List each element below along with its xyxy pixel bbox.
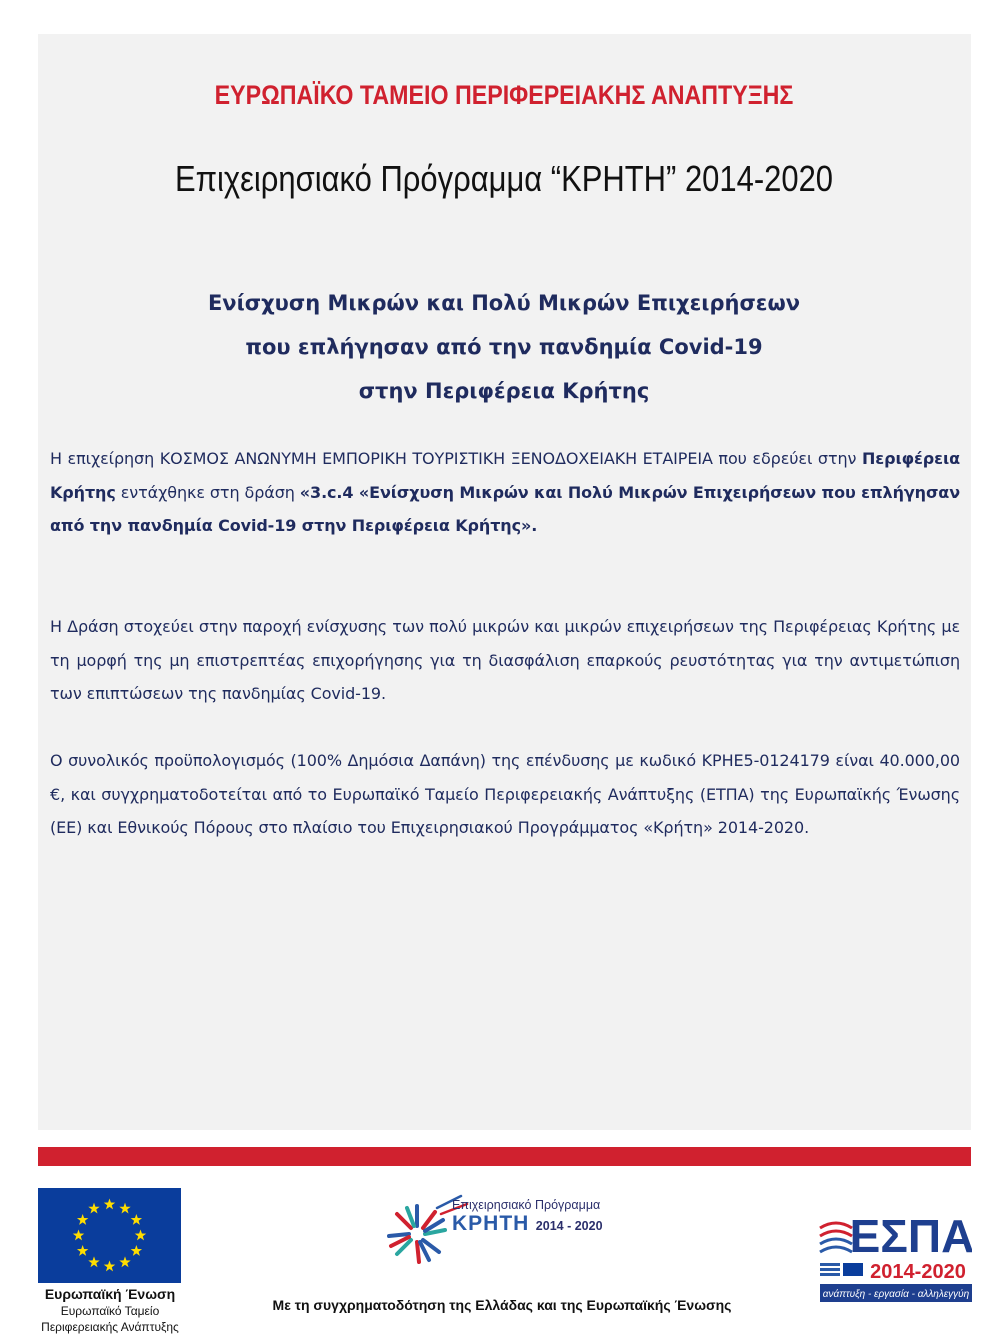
red-divider	[38, 1147, 971, 1166]
eu-fund-line-2: Περιφερειακής Ανάπτυξης	[41, 1320, 179, 1334]
eu-label	[30, 1285, 190, 1335]
crete-name: ΚΡΗΤΗ	[452, 1212, 530, 1235]
crete-program-text	[452, 1198, 603, 1236]
eu-star-icon	[131, 1245, 142, 1256]
cofunding-note: Με τη συγχρηματοδότηση της Ελλάδας και της Ευρωπαϊκής Ένωσης	[272, 1297, 732, 1313]
eu-star-icon	[73, 1230, 84, 1241]
fund-title: ΕΥΡΩΠΑΪΚΟ ΤΑΜΕΙΟ ΠΕΡΙΦΕΡΕΙΑΚΗΣ ΑΝΑΠΤΥΞΗΣ	[214, 80, 794, 110]
svg-text:ανάπτυξη - εργασία - αλληλεγγύ: ανάπτυξη - εργασία - αλληλεγγύη	[822, 1289, 970, 1300]
espa-logo-icon	[816, 1206, 972, 1310]
paragraph-company	[50, 442, 960, 543]
eu-star-icon	[88, 1203, 99, 1214]
eu-star-icon	[104, 1199, 115, 1210]
paragraph-goal: Η Δράση στοχεύει στην παροχή ενίσχυσης των πολύ μικρών και μικρών επιχειρήσεων της Περιφέρειας Κρήτης με τη μορφή της μη επιστρεπτέας επιχορήγησης για τη διασφάλιση επαρκούς ρευστότητας για την αντιμετώπιση των επιπτώσεων της πανδημίας Covid-19.	[50, 617, 960, 703]
eu-star-icon	[119, 1256, 130, 1267]
eu-fund-line-1: Ευρωπαϊκό Ταμείο	[60, 1304, 160, 1318]
eu-star-icon	[119, 1203, 130, 1214]
crete-program-label: Επιχειρησιακό Πρόγραμμα	[452, 1198, 601, 1212]
subtitle-line-2: που επλήγησαν από την πανδημία Covid-19	[245, 335, 763, 359]
subtitle-line-1: Ενίσχυση Μικρών και Πολύ Μικρών Επιχειρήσεων	[207, 291, 801, 315]
eu-title: Ευρωπαϊκή Ένωση	[44, 1286, 176, 1302]
subtitle-line-3: στην Περιφέρεια Κρήτης	[358, 379, 650, 403]
crete-years: 2014 - 2020	[535, 1219, 603, 1233]
svg-text:ΕΣΠΑ: ΕΣΠΑ	[849, 1210, 972, 1262]
eu-star-icon	[88, 1256, 99, 1267]
eu-stars-icon	[38, 1188, 181, 1283]
p1-text-1: Η επιχείρηση ΚΟΣΜΟΣ ΑΝΩΝΥΜΗ ΕΜΠΟΡΙΚΗ ΤΟΥΡΙΣΤΙΚΗ ΞΕΝΟΔΟΧΕΙΑΚΗ ΕΤΑΙΡΕΙΑ που εδρεύει στην	[50, 449, 862, 468]
p1-text-2: εντάχθηκε στη δράση	[115, 482, 300, 502]
eu-star-icon	[131, 1214, 142, 1225]
svg-text:2014-2020: 2014-2020	[870, 1261, 966, 1283]
action-subtitle	[0, 281, 1008, 413]
p1-region: Περιφέρεια Κρήτης	[50, 449, 960, 502]
paragraph-budget: Ο συνολικός προϋπολογισμός (100% Δημόσια Δαπάνη) της επένδυσης με κωδικό ΚΡΗΕ5-0124179 είναι 40.000,00 €, και συγχρηματοδοτείται από το Ευρωπαϊκό Ταμείο Περιφερειακής Ανάπτυξης (ΕΤΠΑ) της Ευρωπαϊκής Ένωσης (ΕΕ) και Εθνικούς Πόρους στο πλαίσιο του Επιχειρησιακού Προγράμματος «Κρήτη» 2014-2020.	[50, 751, 960, 837]
espa-logo	[816, 1206, 972, 1310]
eu-star-icon	[77, 1214, 88, 1225]
eu-star-icon	[104, 1261, 115, 1272]
eu-star-icon	[135, 1230, 146, 1241]
p1-action: «3.c.4 «Ενίσχυση Μικρών και Πολύ Μικρών Επιχειρήσεων που επλήγησαν από την πανδημία Covid-19 στην Περιφέρεια Κρήτης».	[50, 482, 960, 535]
eu-flag-logo	[38, 1188, 181, 1283]
program-title: Επιχειρησιακό Πρόγραμμα “ΚΡΗΤΗ” 2014-2020	[174, 158, 834, 199]
eu-star-icon	[77, 1245, 88, 1256]
